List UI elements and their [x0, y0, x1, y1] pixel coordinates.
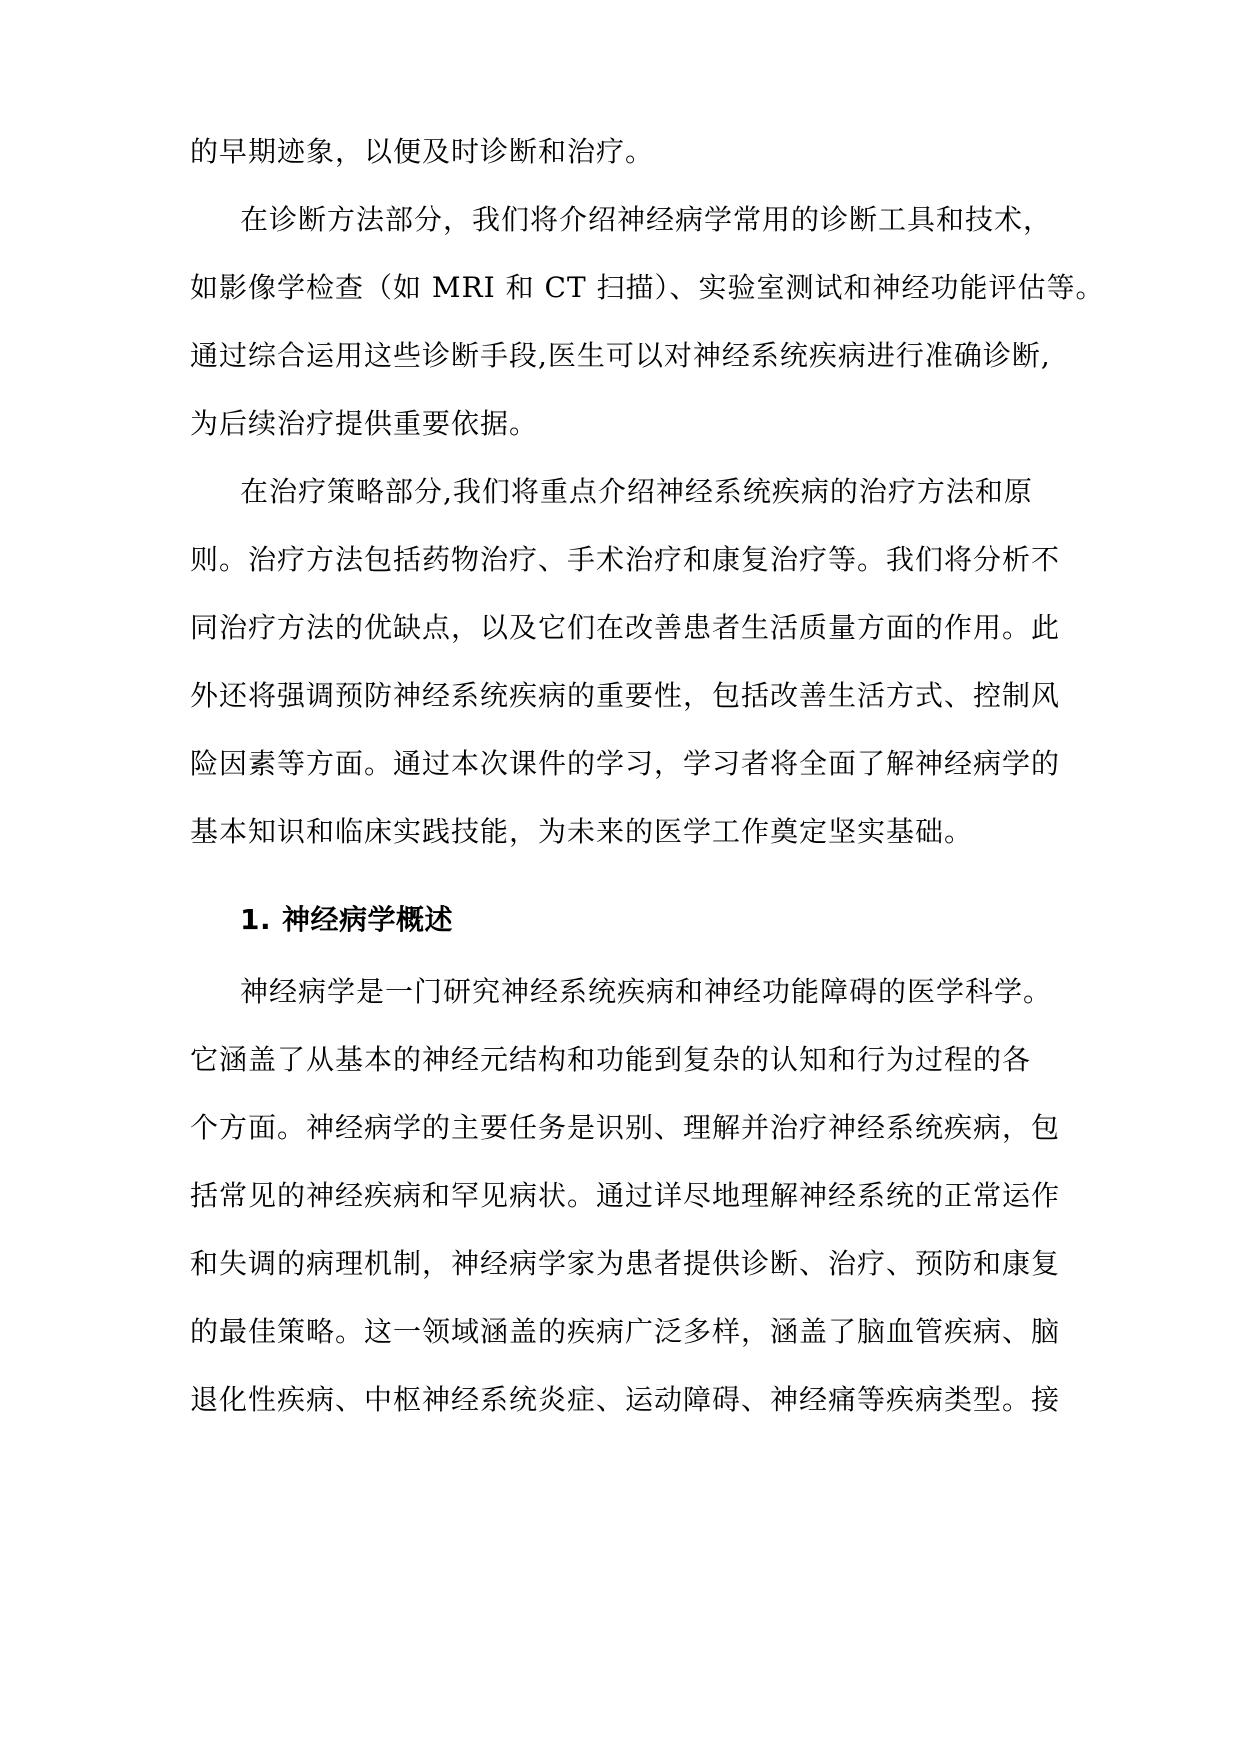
- paragraph-line: 它涵盖了从基本的神经元结构和功能到复杂的认知和行为过程的各: [190, 1043, 1032, 1076]
- paragraph-line: 同治疗方法的优缺点，以及它们在改善患者生活质量方面的作用。此: [190, 611, 1061, 644]
- paragraph-line: 在诊断方法部分，我们将介绍神经病学常用的诊断工具和技术，: [240, 203, 1053, 236]
- paragraph-line: 退化性疾病、中枢神经系统炎症、运动障碍、神经痛等疾病类型。接: [190, 1383, 1061, 1416]
- paragraph-line: 外还将强调预防神经系统疾病的重要性，包括改善生活方式、控制风: [190, 679, 1061, 712]
- paragraph-line: 和失调的病理机制，神经病学家为患者提供诊断、治疗、预防和康复: [190, 1247, 1061, 1280]
- paragraph-line: 险因素等方面。通过本次课件的学习，学习者将全面了解神经病学的: [190, 747, 1061, 780]
- paragraph-line: 为后续治疗提供重要依据。: [190, 407, 539, 440]
- paragraph-line: 通过综合运用这些诊断手段,医生可以对神经系统疾病进行准确诊断,: [190, 339, 1051, 372]
- section-heading: [240, 900, 1140, 940]
- paragraph-line: 括常见的神经疾病和罕见病状。通过详尽地理解神经系统的正常运作: [190, 1179, 1061, 1212]
- section-heading-number: 1.: [240, 903, 272, 936]
- paragraph-line: 的早期迹象，以便及时诊断和治疗。: [190, 135, 655, 168]
- paragraph-line: 则。治疗方法包括药物治疗、手术治疗和康复治疗等。我们将分析不: [190, 543, 1061, 576]
- paragraph-line: 在治疗策略部分,我们将重点介绍神经系统疾病的治疗方法和原: [240, 475, 1033, 508]
- paragraph-line: 个方面。神经病学的主要任务是识别、理解并治疗神经系统疾病，包: [190, 1111, 1061, 1144]
- paragraph-line: 的最佳策略。这一领域涵盖的疾病广泛多样，涵盖了脑血管疾病、脑: [190, 1315, 1061, 1348]
- paragraph-line: 基本知识和临床实践技能，为未来的医学工作奠定坚实基础。: [190, 815, 974, 848]
- section-heading-title: 神经病学概述: [282, 903, 454, 936]
- paragraph-line: 如影像学检查（如 MRI 和 CT 扫描）、实验室测试和神经功能评估等。: [190, 271, 1105, 304]
- paragraph-line: 神经病学是一门研究神经系统疾病和神经功能障碍的医学科学。: [240, 975, 1053, 1008]
